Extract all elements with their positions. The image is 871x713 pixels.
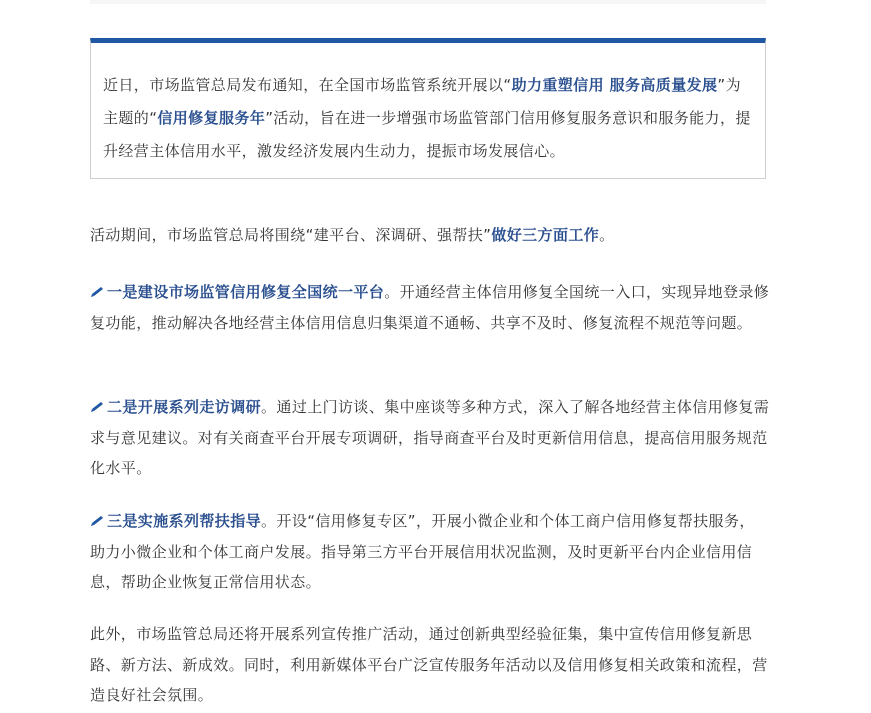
overview-end: 。: [599, 226, 615, 244]
item-paragraph-3: [90, 506, 770, 598]
item-heading-3: 三是实施系列帮扶指导: [107, 512, 262, 530]
pencil-icon: [90, 399, 106, 413]
intro-theme-highlight: 助力重塑信用 服务高质量发展: [511, 76, 718, 94]
top-divider-strip: [90, 0, 766, 4]
item-paragraph-1: [90, 277, 770, 338]
item-heading-2: 二是开展系列走访调研: [107, 398, 262, 416]
closing-paragraph: [90, 619, 770, 711]
overview-paragraph: [90, 220, 770, 251]
item-body-1: 。开通经营主体信用修复全国统一入口，实现异地登录修复功能，推动解决各地经营主体信用信息归集渠道不通畅、共享不及时、修复流程不规范等问题。: [90, 283, 770, 332]
item-heading-1: 一是建设市场监管信用修复全国统一平台: [107, 283, 385, 301]
closing-text: 此外，市场监管总局还将开展系列宣传推广活动，通过创新典型经验征集，集中宣传信用修复新思路、新方法、新成效。同时，利用新媒体平台广泛宣传服务年活动以及信用修复相关政策和流程，营造良好社会氛围。: [90, 625, 768, 704]
intro-callout-box: [90, 38, 766, 179]
intro-text-part3: ”活动，旨在进一步增强市场监管部门信用修复服务意识和服务能力，提升经营主体信用水平，激发经济发展内生动力，提振市场发展信心。: [103, 109, 751, 160]
intro-campaign-highlight: 信用修复服务年: [157, 109, 266, 127]
item-body-3: 。开设“信用修复专区”，开展小微企业和个体工商户信用修复帮扶服务，助力小微企业和个体工商户发展。指导第三方平台开展信用状况监测，及时更新平台内企业信用信息，帮助企业恢复正常信用状态。: [90, 512, 755, 591]
pencil-icon: [90, 284, 106, 298]
pencil-icon: [90, 513, 106, 527]
overview-highlight: 做好三方面工作: [491, 226, 600, 244]
item-paragraph-2: [90, 392, 770, 484]
item-body-2: 。通过上门访谈、集中座谈等多种方式，深入了解各地经营主体信用修复需求与意见建议。对有关商查平台开展专项调研，指导商查平台及时更新信用信息，提高信用服务规范化水平。: [90, 398, 770, 477]
intro-text-part2: ”为主题的“: [103, 76, 741, 127]
overview-text: 活动期间，市场监管总局将围绕“建平台、深调研、强帮扶”: [90, 226, 492, 244]
intro-paragraph: [103, 69, 753, 168]
intro-text-part1: 近日，市场监管总局发布通知，在全国市场监管系统开展以“: [103, 76, 512, 94]
